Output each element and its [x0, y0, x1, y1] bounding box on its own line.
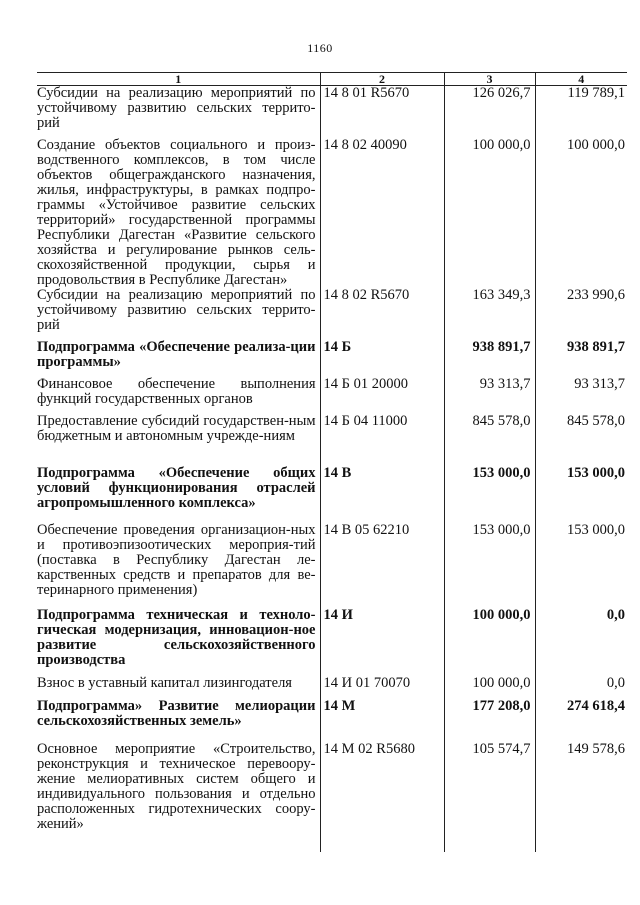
row-code: 14 Б 01 20000 [320, 377, 444, 414]
row-name: Субсидии на реализацию мероприятий по устойчивому развитию сельских террито-рий [37, 287, 316, 333]
row-value-col3: 163 349,3 [444, 288, 535, 340]
row-value-col3: 153 000,0 [444, 466, 535, 523]
table-row [37, 742, 627, 852]
header-col-4: 4 [535, 73, 627, 86]
row-code: 14 Б 04 11000 [320, 414, 444, 466]
row-name: Подпрограмма техническая и техноло-гическая модернизация, инновацион-ное развитие сельскохозяйственного производства [37, 607, 316, 668]
row-value-col4: 0,0 [535, 608, 627, 676]
table-row [37, 608, 627, 676]
row-value-col3: 177 208,0 [444, 699, 535, 742]
row-value-col3: 100 000,0 [444, 138, 535, 288]
row-value-col4: 100 000,0 [535, 138, 627, 288]
row-value-col4: 0,0 [535, 676, 627, 699]
row-name: Обеспечение проведения организацион-ных и противоэпизоотических мероприя-тий (поставка в Республику Дагестан ле-карственных средств и препаратов для ве-теринарного применения) [37, 522, 316, 598]
page-number: 1160 [307, 41, 333, 55]
row-name: Предоставление субсидий государствен-ным бюджетным и автономным учрежде-ниям [37, 413, 316, 444]
row-value-col4: 153 000,0 [535, 523, 627, 608]
table-row [37, 138, 627, 288]
table-row [37, 86, 627, 139]
row-code: 14 М [320, 699, 444, 742]
row-value-col4: 149 578,6 [535, 742, 627, 852]
row-value-col4: 938 891,7 [535, 340, 627, 377]
header-row [37, 73, 627, 86]
header-col-1: 1 [37, 73, 320, 86]
row-code: 14 8 02 40090 [320, 138, 444, 288]
row-code: 14 Б [320, 340, 444, 377]
table-row [37, 414, 627, 466]
row-name: Основное мероприятие «Строительство, реконструкция и техническое перевоору-жение мелиоративных систем общего и индивидуального пользования и отдельно расположенных гидротехнических соору-жений» [37, 741, 316, 832]
row-code: 14 8 01 R5670 [320, 86, 444, 139]
row-value-col4: 845 578,0 [535, 414, 627, 466]
table-row [37, 699, 627, 742]
budget-table [37, 72, 627, 852]
row-code: 14 8 02 R5670 [320, 288, 444, 340]
row-value-col3: 105 574,7 [444, 742, 535, 852]
row-code: 14 И [320, 608, 444, 676]
row-name: Создание объектов социального и произ-водственного комплексов, в том числе объектов общегражданского назначения, жилья, инфраструктуры, в рамках подпро-граммы «Устойчивое развитие сельских территорий» государственной программы Республики Дагестан «Развитие сельского хозяйства и регулирование рынков сель-скохозяйственной продукции, сырья и продовольствия в Республике Дагестан» [37, 137, 316, 288]
row-code: 14 В [320, 466, 444, 523]
row-value-col3: 126 026,7 [444, 86, 535, 139]
row-value-col3: 153 000,0 [444, 523, 535, 608]
row-code: 14 М 02 R5680 [320, 742, 444, 852]
row-code: 14 В 05 62210 [320, 523, 444, 608]
row-name: Взнос в уставный капитал лизингодателя [37, 675, 292, 691]
table-row [37, 340, 627, 377]
row-name: Подпрограмма «Обеспечение реализа-ции программы» [37, 339, 316, 370]
row-value-col4: 153 000,0 [535, 466, 627, 523]
row-value-col3: 100 000,0 [444, 676, 535, 699]
row-name: Субсидии на реализацию мероприятий по устойчивому развитию сельских террито-рий [37, 85, 316, 131]
row-name: Финансовое обеспечение выполнения функций государственных органов [37, 376, 316, 407]
row-value-col4: 119 789,1 [535, 86, 627, 139]
row-name: Подпрограмма «Обеспечение общих условий функционирования отраслей агропромышленного комплекса» [37, 465, 316, 511]
row-code: 14 И 01 70070 [320, 676, 444, 699]
row-value-col4: 274 618,4 [535, 699, 627, 742]
table-row [37, 676, 627, 699]
row-name: Подпрограмма» Развитие мелиорации сельскохозяйственных земель» [37, 698, 316, 729]
table-row [37, 466, 627, 523]
header-col-2: 2 [320, 73, 444, 86]
row-value-col4: 93 313,7 [535, 377, 627, 414]
row-value-col4: 233 990,6 [535, 288, 627, 340]
budget-table-wrapper [37, 72, 627, 852]
row-value-col3: 100 000,0 [444, 608, 535, 676]
row-value-col3: 938 891,7 [444, 340, 535, 377]
table-row [37, 523, 627, 608]
header-col-3: 3 [444, 73, 535, 86]
table-row [37, 288, 627, 340]
row-value-col3: 845 578,0 [444, 414, 535, 466]
row-value-col3: 93 313,7 [444, 377, 535, 414]
table-row [37, 377, 627, 414]
